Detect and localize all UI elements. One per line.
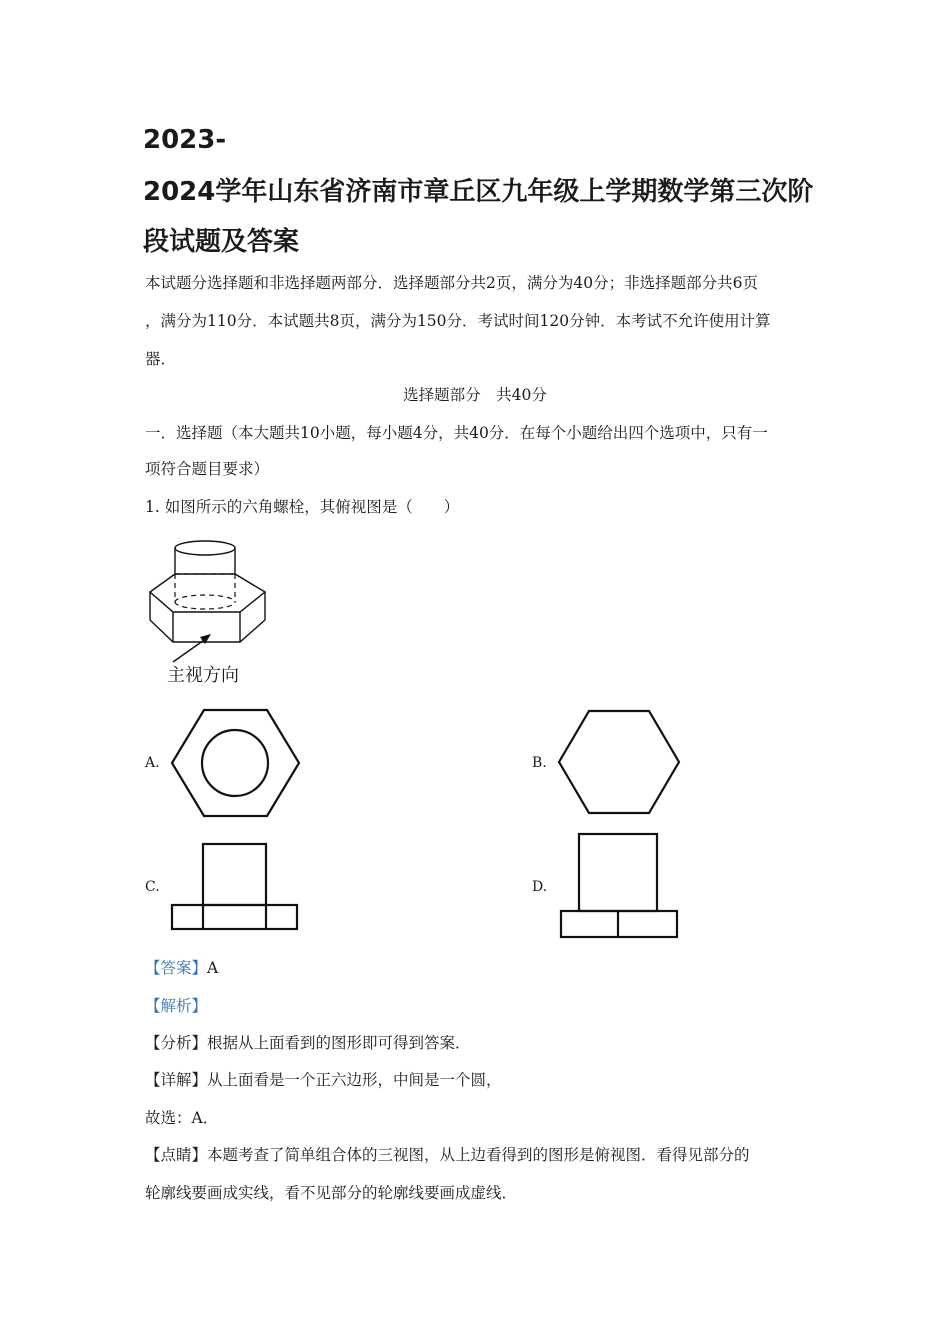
xiangjie-text: 从上面看是一个正六边形，中间是一个圆，: [207, 1071, 502, 1089]
dianjing-line-1: [145, 1144, 750, 1166]
dianjing-text-1: 本题考查了简单组合体的三视图，从上边看得到的图形是俯视图．看得见部分的: [207, 1146, 750, 1164]
answer-line: [145, 957, 218, 979]
title-line-2: 2024学年山东省济南市章丘区九年级上学期数学第三次阶: [143, 177, 814, 207]
part-one-line-1: 一．选择题（本大题共10小题，每小题4分，共40分．在每个小题给出四个选项中，只有一: [145, 424, 768, 442]
fenxi-text: 根据从上面看到的图形即可得到答案．: [207, 1034, 471, 1052]
option-c-front-view: [170, 842, 300, 932]
part-one-line-2: 项符合题目要求）: [145, 460, 270, 478]
dianjing-tag: 【点睛】: [145, 1146, 208, 1164]
conclusion: 故选：A．: [145, 1109, 219, 1127]
option-b-hexagon: [556, 708, 686, 818]
title-line-3: 段试题及答案: [143, 227, 300, 257]
option-a-label: A.: [145, 755, 160, 771]
option-b-label: B.: [532, 755, 547, 771]
title-line-1: 2023-: [143, 125, 227, 155]
figure-caption: 主视方向: [167, 665, 239, 686]
hex-bolt-figure: [145, 530, 285, 680]
intro-line-1: 本试题分选择题和非选择题两部分．选择题部分共2页，满分为40分；非选择题部分共6页: [145, 274, 758, 292]
analysis-tag: 【解析】: [145, 997, 208, 1015]
option-c-label: C.: [145, 879, 160, 895]
fenxi-line: [145, 1032, 471, 1054]
intro-line-3: 器．: [145, 350, 177, 368]
question-1-stem: 1. 如图所示的六角螺栓，其俯视图是（ ）: [145, 498, 460, 516]
xiangjie-line: [145, 1069, 502, 1091]
answer-value: A: [207, 959, 219, 977]
xiangjie-tag: 【详解】: [145, 1071, 208, 1089]
option-a-hexagon-circle: [168, 706, 308, 826]
answer-tag: 【答案】: [145, 959, 208, 977]
dianjing-line-2: 轮廓线要画成实线，看不见部分的轮廓线要画成虚线．: [145, 1184, 518, 1202]
intro-line-2: ，满分为110分．本试题共8页，满分为150分．考试时间120分钟．本考试不允许使用计算: [145, 312, 771, 330]
section-heading: 选择题部分 共40分: [403, 386, 547, 404]
option-d-label: D.: [532, 879, 548, 895]
option-d-front-view: [559, 832, 684, 942]
fenxi-tag: 【分析】: [145, 1034, 208, 1052]
